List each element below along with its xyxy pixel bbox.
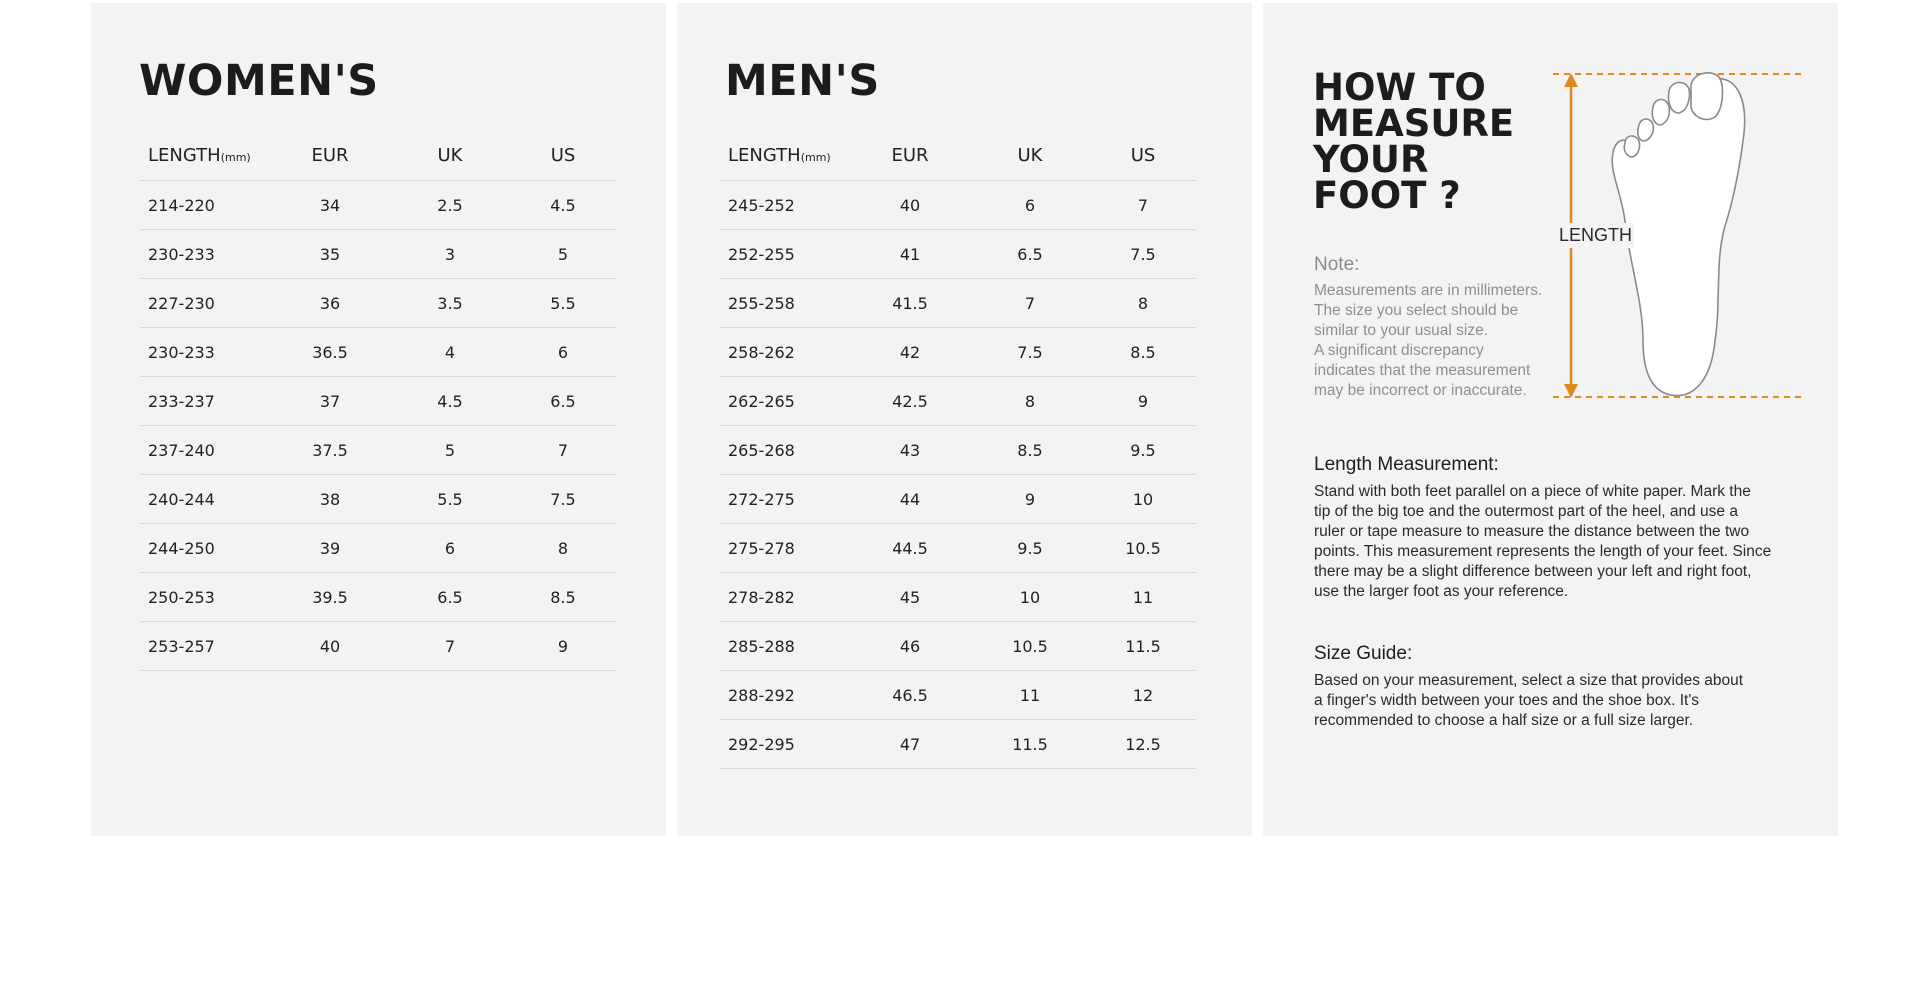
us-cell: 11.5: [1090, 622, 1196, 671]
table-row: [720, 524, 1196, 573]
little-toe: [1624, 136, 1639, 157]
length-measurement-heading: Length Measurement:: [1314, 454, 1499, 475]
mens-size-panel: [677, 3, 1252, 836]
length-cell: 292-295: [720, 720, 850, 769]
uk-column-header: UK: [390, 131, 510, 181]
length-arrow-top: [1564, 73, 1578, 87]
us-cell: 5.5: [510, 279, 616, 328]
table-row: [140, 622, 616, 671]
table-row: [720, 622, 1196, 671]
size-guide-heading: Size Guide:: [1314, 643, 1413, 664]
us-cell: 7.5: [510, 475, 616, 524]
length-cell: 262-265: [720, 377, 850, 426]
us-cell: 9: [1090, 377, 1196, 426]
table-row: [140, 279, 616, 328]
uk-cell: 10: [970, 573, 1090, 622]
table-row: [140, 426, 616, 475]
length-cell: 240-244: [140, 475, 270, 524]
eur-column-header: EUR: [270, 131, 390, 181]
table-row: [720, 671, 1196, 720]
womens-size-panel: [91, 3, 666, 836]
table-row: [140, 328, 616, 377]
length-column-header: LENGTH(mm): [720, 131, 850, 181]
us-cell: 10.5: [1090, 524, 1196, 573]
how-to-measure-panel: [1263, 3, 1838, 836]
table-row: [720, 377, 1196, 426]
table-row: [720, 573, 1196, 622]
uk-cell: 7: [970, 279, 1090, 328]
length-measurement-text: Stand with both feet parallel on a piece of white paper. Mark the tip of the big toe and the outermost part of the heel, and use a ruler or tape measure to measure the distance between the two points. This measurement represents the length of your feet. Since there may be a slight difference between your left and right foot, use the larger foot as your reference.: [1314, 483, 1772, 600]
eur-cell: 35: [270, 230, 390, 279]
us-cell: 6: [510, 328, 616, 377]
uk-cell: 11.5: [970, 720, 1090, 769]
uk-cell: 4: [390, 328, 510, 377]
length-cell: 244-250: [140, 524, 270, 573]
note-text: Measurements are in millimeters. The size you select should be similar to your usual size. A significant discrepancy indicates that the measurement may be incorrect or inaccurate.: [1314, 282, 1543, 399]
us-cell: 7: [1090, 181, 1196, 230]
table-row: [140, 475, 616, 524]
length-cell: 265-268: [720, 426, 850, 475]
uk-cell: 2.5: [390, 181, 510, 230]
eur-cell: 36.5: [270, 328, 390, 377]
eur-cell: 43: [850, 426, 970, 475]
womens-title: WOMEN'S: [139, 56, 379, 106]
length-cell: 230-233: [140, 230, 270, 279]
length-label: LENGTH: [1557, 223, 1634, 248]
length-cell: 278-282: [720, 573, 850, 622]
mens-size-table: [720, 131, 1196, 769]
eur-cell: 44: [850, 475, 970, 524]
us-cell: 12.5: [1090, 720, 1196, 769]
table-row: [140, 573, 616, 622]
length-cell: 245-252: [720, 181, 850, 230]
table-row: [720, 279, 1196, 328]
length-cell: 233-237: [140, 377, 270, 426]
uk-cell: 8: [970, 377, 1090, 426]
uk-cell: 9.5: [970, 524, 1090, 573]
length-cell: 230-233: [140, 328, 270, 377]
length-cell: 214-220: [140, 181, 270, 230]
uk-cell: 11: [970, 671, 1090, 720]
uk-cell: 3: [390, 230, 510, 279]
unit-label: (mm): [220, 151, 251, 164]
eur-cell: 42.5: [850, 377, 970, 426]
us-cell: 8: [510, 524, 616, 573]
length-arrow-bottom: [1564, 384, 1578, 398]
length-cell: 272-275: [720, 475, 850, 524]
eur-cell: 37: [270, 377, 390, 426]
uk-cell: 6.5: [390, 573, 510, 622]
big-toe: [1691, 73, 1722, 120]
table-row: [140, 524, 616, 573]
eur-cell: 39: [270, 524, 390, 573]
table-header-row: [720, 131, 1196, 181]
us-cell: 9.5: [1090, 426, 1196, 475]
eur-cell: 45: [850, 573, 970, 622]
length-cell: 250-253: [140, 573, 270, 622]
uk-cell: 6: [970, 181, 1090, 230]
table-row: [140, 181, 616, 230]
eur-cell: 44.5: [850, 524, 970, 573]
uk-cell: 6.5: [970, 230, 1090, 279]
eur-column-header: EUR: [850, 131, 970, 181]
length-cell: 252-255: [720, 230, 850, 279]
note-label: Note:: [1314, 254, 1360, 275]
womens-size-table: [140, 131, 616, 671]
eur-cell: 46: [850, 622, 970, 671]
table-row: [140, 230, 616, 279]
length-cell: 288-292: [720, 671, 850, 720]
eur-cell: 41: [850, 230, 970, 279]
us-cell: 8.5: [510, 573, 616, 622]
length-cell: 237-240: [140, 426, 270, 475]
length-cell: 258-262: [720, 328, 850, 377]
uk-cell: 9: [970, 475, 1090, 524]
us-cell: 7.5: [1090, 230, 1196, 279]
us-cell: 10: [1090, 475, 1196, 524]
length-column-header: LENGTH(mm): [140, 131, 270, 181]
us-cell: 4.5: [510, 181, 616, 230]
uk-cell: 7.5: [970, 328, 1090, 377]
us-cell: 7: [510, 426, 616, 475]
table-row: [140, 377, 616, 426]
eur-cell: 36: [270, 279, 390, 328]
length-cell: 253-257: [140, 622, 270, 671]
us-column-header: US: [510, 131, 616, 181]
uk-cell: 7: [390, 622, 510, 671]
table-row: [720, 426, 1196, 475]
table-row: [720, 328, 1196, 377]
third-toe: [1652, 100, 1669, 126]
table-row: [720, 230, 1196, 279]
us-cell: 9: [510, 622, 616, 671]
uk-cell: 6: [390, 524, 510, 573]
uk-cell: 10.5: [970, 622, 1090, 671]
size-guide-text: Based on your measurement, select a size that provides about a finger's width between your toes and the shoe box. It's recommended to choose a half size or a full size larger.: [1314, 672, 1744, 729]
eur-cell: 34: [270, 181, 390, 230]
table-row: [720, 181, 1196, 230]
uk-column-header: UK: [970, 131, 1090, 181]
us-cell: 5: [510, 230, 616, 279]
us-column-header: US: [1090, 131, 1196, 181]
us-cell: 8: [1090, 279, 1196, 328]
mens-title: MEN'S: [725, 56, 880, 106]
table-row: [720, 475, 1196, 524]
table-header-row: [140, 131, 616, 181]
length-cell: 255-258: [720, 279, 850, 328]
uk-cell: 3.5: [390, 279, 510, 328]
us-cell: 6.5: [510, 377, 616, 426]
eur-cell: 38: [270, 475, 390, 524]
table-row: [720, 720, 1196, 769]
eur-cell: 40: [270, 622, 390, 671]
eur-cell: 42: [850, 328, 970, 377]
us-cell: 12: [1090, 671, 1196, 720]
uk-cell: 5: [390, 426, 510, 475]
length-cell: 285-288: [720, 622, 850, 671]
eur-cell: 37.5: [270, 426, 390, 475]
length-cell: 227-230: [140, 279, 270, 328]
uk-cell: 8.5: [970, 426, 1090, 475]
uk-cell: 4.5: [390, 377, 510, 426]
us-cell: 8.5: [1090, 328, 1196, 377]
how-to-measure-title: HOW TO MEASURE YOUR FOOT ?: [1313, 66, 1515, 217]
eur-cell: 40: [850, 181, 970, 230]
eur-cell: 39.5: [270, 573, 390, 622]
length-cell: 275-278: [720, 524, 850, 573]
eur-cell: 47: [850, 720, 970, 769]
second-toe: [1668, 82, 1689, 113]
eur-cell: 46.5: [850, 671, 970, 720]
unit-label: (mm): [800, 151, 831, 164]
us-cell: 11: [1090, 573, 1196, 622]
eur-cell: 41.5: [850, 279, 970, 328]
uk-cell: 5.5: [390, 475, 510, 524]
